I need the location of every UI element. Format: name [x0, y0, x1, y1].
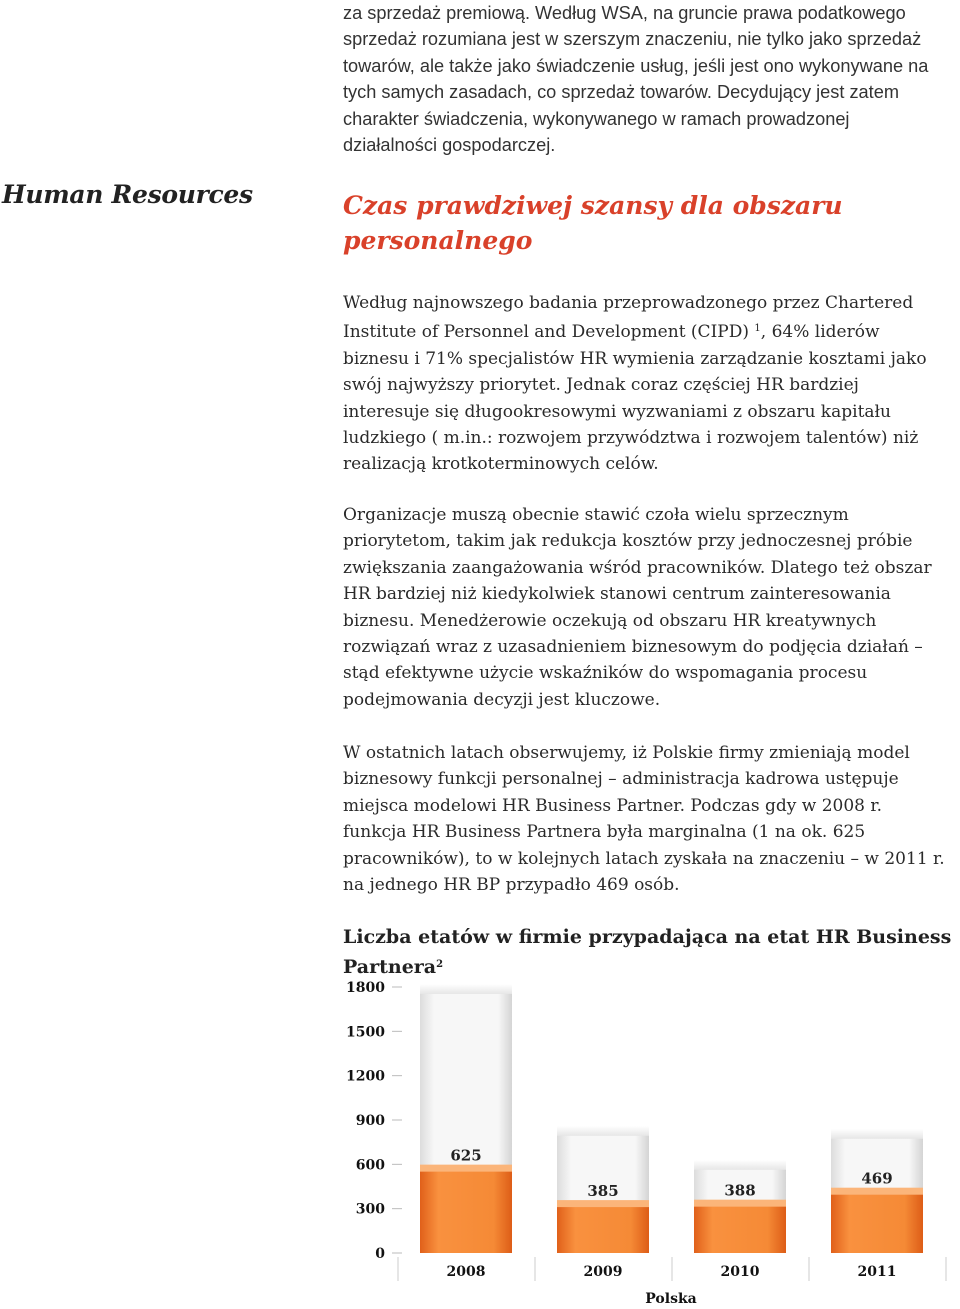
bar-fill-top	[557, 1200, 649, 1207]
bar-2008	[420, 984, 512, 1253]
paragraph-cipd-part1: Według najnowszego badania przeprowadzonego przez Chartered Institute of Personnel and Development (CIPD)	[343, 293, 914, 343]
x-tick-label: 2009	[583, 1264, 623, 1280]
bars	[420, 984, 923, 1253]
footnote-ref-2: 2	[436, 959, 444, 970]
bar-data-label: 388	[724, 1181, 756, 1200]
bar-data-label: 385	[587, 1182, 619, 1201]
x-tick-label: 2008	[446, 1264, 486, 1280]
bar-cap	[831, 1129, 923, 1139]
bar-2009	[557, 1126, 649, 1253]
bar-fill-top	[420, 1165, 512, 1172]
y-tick-label: 1200	[346, 1068, 385, 1085]
bar-fill-top	[694, 1200, 786, 1207]
y-tick-label: 600	[355, 1157, 385, 1174]
y-tick-label: 900	[355, 1113, 385, 1129]
bar-data-label: 469	[861, 1169, 893, 1188]
chart-title-text: Liczba etatów w firmie przypadająca na etat HR Business Partnera	[343, 926, 952, 978]
bar-cap	[557, 1126, 649, 1136]
x-axis-ticks	[398, 1257, 946, 1281]
bar-fill-top	[831, 1188, 923, 1195]
bar-fill	[831, 1192, 923, 1253]
intro-text	[343, 0, 948, 158]
paragraph-hrbp-model: W ostatnich latach obserwujemy, iż Polskie firmy zmieniają model biznesowy funkcji personalnej – administracja kadrowa ustępuje miejsca modelowi HR Business Partner. Podczas gdy w 2008 r. funkcja HR Business Partnera była marginalna (1 na ok. 625 pracowników), to w kolejnych latach zyskała na znaczeniu – w 2011 r. na jednego HR BP przypadło 469 osób.	[343, 743, 945, 896]
chart-title	[343, 924, 953, 981]
footnote-ref-1: 1	[754, 323, 761, 335]
paragraph-priorities: Organizacje muszą obecnie stawić czoła wielu sprzecznym priorytetom, takim jak redukcja kosztów przy jednoczesnej próbie zwiększania zaangażowania wśród pracowników. Dlatego też obszar HR bardziej niż kiedykolwiek stanowi centrum zainteresowania biznesu. Menedżerowie oczekują od obszaru HR kreatywnych rozwiązań wraz z uzasadnieniem biznesowym do podjęcia działań – stąd efektywne użycie wskaźników do wspomagania procesu podejmowania decyzji jest kluczowe.	[343, 505, 932, 710]
x-axis-label: Polska	[645, 1291, 697, 1307]
paragraph-cipd	[343, 290, 950, 478]
y-tick-label: 1800	[346, 980, 385, 996]
bar-fill	[694, 1204, 786, 1253]
bar-cap	[420, 984, 512, 994]
bar-fill	[420, 1169, 512, 1253]
hrbp-bar-chart	[330, 975, 950, 1309]
y-tick-label: 1500	[346, 1024, 385, 1041]
bar-2010	[694, 1160, 786, 1253]
bar-fill	[557, 1204, 649, 1253]
y-tick-label: 300	[355, 1201, 385, 1218]
intro-paragraph: za sprzedaż premiową. Według WSA, na gruncie prawa podatkowego sprzedaż rozumiana jest w szerszym znaczeniu, nie tylko jako sprzedaż towarów, ale także jako świadczenie usług, jeśli jest ono wykonywane na tych samych zasadach, co sprzedaż towarów. Decydujący jest zatem charakter świadczenia, wykonywanego w ramach prowadzonej działalności gospodarczej.	[343, 3, 929, 156]
bar-2011	[831, 1129, 923, 1253]
x-tick-label: 2010	[720, 1264, 760, 1280]
bar-data-label: 625	[450, 1146, 482, 1165]
bar-cap	[694, 1160, 786, 1170]
side-title: Human Resources	[2, 180, 253, 209]
y-axis-ticks	[346, 980, 402, 1262]
section-heading: Czas prawdziwej szansy dla obszaru personalnego	[343, 191, 843, 255]
paragraph-cipd-part2: , 64% liderów biznesu i 71% specjalistów HR wymienia zarządzanie kosztami jako swój najwyższy priorytet. Jednak coraz częściej HR bardziej interesuje się długookresowymi wyzwaniami z obszaru kapitału ludzkiego ( m.in.: rozwojem przywództwa i rozwojem talentów) niż realizacją krotkoterminowych celów.	[343, 322, 927, 475]
y-tick-label: 0	[375, 1246, 385, 1262]
x-tick-label: 2011	[857, 1264, 897, 1280]
